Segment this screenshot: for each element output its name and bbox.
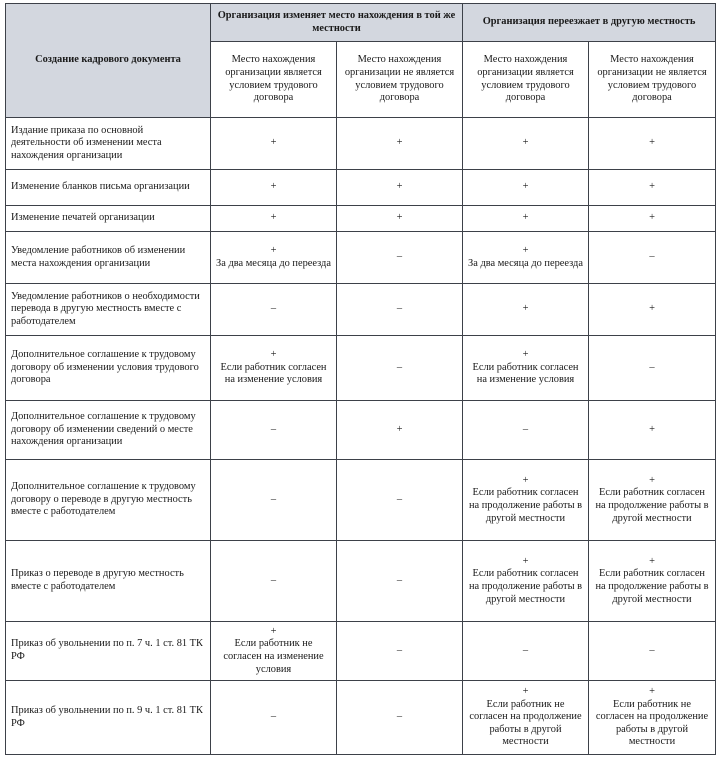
table-row bbox=[6, 206, 716, 232]
cell-mark: + bbox=[522, 181, 529, 193]
table-cell bbox=[337, 170, 463, 206]
table-cell bbox=[211, 401, 337, 460]
cell-mark: + bbox=[522, 137, 529, 149]
cell-note: Если работник не согласен на продолжение работы в другой местности bbox=[595, 698, 709, 748]
table-cell bbox=[463, 284, 589, 336]
cell-note: Если работник согласен на продолжение работы в другой местности bbox=[595, 568, 709, 605]
cell-mark: – bbox=[522, 644, 529, 656]
table-cell bbox=[337, 401, 463, 460]
cell-note: Если работник согласен на продолжение работы в другой местности bbox=[468, 487, 583, 524]
cell-mark: – bbox=[270, 711, 277, 723]
corner-header: Создание кадрового документа bbox=[6, 4, 211, 118]
table-cell bbox=[211, 170, 337, 206]
cell-mark: + bbox=[270, 181, 277, 193]
table-cell bbox=[589, 541, 716, 622]
group-header-same-locality: Организация изменяет место нахождения в той же местности bbox=[211, 4, 463, 42]
table-row bbox=[6, 170, 716, 206]
table-row bbox=[6, 541, 716, 622]
table-cell bbox=[211, 622, 337, 681]
table-cell bbox=[589, 401, 716, 460]
table-cell bbox=[589, 118, 716, 170]
table-row bbox=[6, 460, 716, 541]
table-cell bbox=[337, 622, 463, 681]
cell-mark: – bbox=[649, 251, 655, 263]
cell-mark: + bbox=[522, 686, 529, 698]
cell-mark: – bbox=[270, 303, 277, 315]
cell-mark: + bbox=[270, 625, 277, 637]
row-label: Изменение печатей организации bbox=[6, 206, 211, 232]
cell-mark: + bbox=[522, 474, 529, 486]
row-label: Приказ об увольнении по п. 9 ч. 1 ст. 81 ТК РФ bbox=[6, 681, 211, 755]
table-cell bbox=[463, 681, 589, 755]
cell-mark: + bbox=[649, 423, 655, 435]
cell-mark: – bbox=[396, 711, 403, 723]
cell-mark: + bbox=[649, 137, 655, 149]
row-label: Дополнительное соглашение к трудовому договору об изменении условия трудового договора bbox=[6, 336, 211, 401]
table-cell bbox=[211, 118, 337, 170]
table-cell bbox=[337, 206, 463, 232]
table-cell bbox=[463, 460, 589, 541]
group-header-other-locality: Организация переезжает в другую местность bbox=[463, 4, 716, 42]
cell-mark: – bbox=[270, 423, 277, 435]
table-cell bbox=[589, 460, 716, 541]
table-row bbox=[6, 284, 716, 336]
cell-mark: – bbox=[270, 574, 277, 586]
cell-note: Если работник не согласен на продолжение работы в другой местности bbox=[469, 698, 582, 748]
table-row bbox=[6, 401, 716, 460]
cell-mark: + bbox=[270, 349, 277, 361]
table-cell bbox=[589, 170, 716, 206]
cell-mark: + bbox=[396, 181, 403, 193]
table-cell bbox=[337, 232, 463, 284]
table-cell bbox=[589, 681, 716, 755]
cell-mark: + bbox=[522, 303, 529, 315]
cell-mark: + bbox=[649, 181, 655, 193]
row-label: Уведомление работников об изменении места нахождения организации bbox=[6, 232, 211, 284]
row-label: Изменение бланков письма организации bbox=[6, 170, 211, 206]
table-cell bbox=[463, 118, 589, 170]
cell-mark: + bbox=[649, 212, 655, 224]
table-cell bbox=[463, 206, 589, 232]
cell-mark: – bbox=[396, 574, 403, 586]
table-cell bbox=[463, 541, 589, 622]
cell-mark: – bbox=[649, 361, 655, 373]
cell-mark: + bbox=[649, 555, 655, 567]
cell-mark: + bbox=[396, 212, 403, 224]
cell-note: Если работник согласен на продолжение работы в другой местности bbox=[595, 487, 709, 524]
cell-mark: – bbox=[522, 423, 529, 435]
table-cell bbox=[211, 206, 337, 232]
cell-mark: + bbox=[522, 212, 529, 224]
cell-mark: – bbox=[396, 493, 403, 505]
table-cell bbox=[211, 336, 337, 401]
table-row bbox=[6, 118, 716, 170]
cell-mark: + bbox=[649, 303, 655, 315]
cell-mark: – bbox=[649, 644, 655, 656]
cell-note: Если работник не согласен на изменение условия bbox=[223, 638, 324, 675]
row-label: Дополнительное соглашение к трудовому договору об изменении сведений о месте нахождения организации bbox=[6, 401, 211, 460]
table-cell bbox=[211, 284, 337, 336]
table-cell bbox=[463, 336, 589, 401]
table-cell bbox=[211, 460, 337, 541]
cell-mark: + bbox=[270, 212, 277, 224]
cell-mark: + bbox=[270, 137, 277, 149]
cell-mark: – bbox=[396, 361, 403, 373]
table-cell bbox=[337, 118, 463, 170]
cell-mark: – bbox=[396, 644, 403, 656]
table-cell bbox=[211, 232, 337, 284]
table-cell bbox=[337, 681, 463, 755]
table-cell bbox=[589, 336, 716, 401]
row-label: Уведомление работников о необходимости перевода в другую местность вместе с работодателем bbox=[6, 284, 211, 336]
table-cell bbox=[589, 622, 716, 681]
table-row bbox=[6, 622, 716, 681]
cell-mark: – bbox=[396, 303, 403, 315]
cell-mark: + bbox=[396, 137, 403, 149]
cell-mark: + bbox=[522, 244, 529, 256]
row-label: Приказ о переводе в другую местность вместе с работодателем bbox=[6, 541, 211, 622]
cell-note: Если работник согласен на изменение условия bbox=[220, 361, 327, 386]
row-label: Приказ об увольнении по п. 7 ч. 1 ст. 81 ТК РФ bbox=[6, 622, 211, 681]
cell-mark: + bbox=[522, 555, 529, 567]
cell-mark: + bbox=[522, 349, 529, 361]
cell-mark: – bbox=[270, 493, 277, 505]
table-cell bbox=[589, 284, 716, 336]
subheader-other-condition: Место нахождения организации является условием трудового договора bbox=[463, 42, 589, 118]
cell-note: За два месяца до переезда bbox=[216, 257, 331, 269]
cell-mark: + bbox=[270, 244, 277, 256]
table-cell bbox=[337, 541, 463, 622]
table-cell bbox=[211, 541, 337, 622]
row-label: Дополнительное соглашение к трудовому договору о переводе в другую местность вместе с работодателем bbox=[6, 460, 211, 541]
subheader-other-no-condition: Место нахождения организации не является условием трудового договора bbox=[589, 42, 716, 118]
subheader-same-condition: Место нахождения организации является условием трудового договора bbox=[211, 42, 337, 118]
cell-note: За два месяца до переезда bbox=[468, 257, 583, 269]
personnel-documents-table bbox=[5, 3, 716, 755]
cell-note: Если работник согласен на изменение условия bbox=[472, 361, 579, 386]
table-cell bbox=[337, 460, 463, 541]
table-cell bbox=[589, 206, 716, 232]
table-cell bbox=[589, 232, 716, 284]
table-cell bbox=[463, 622, 589, 681]
table-cell bbox=[463, 232, 589, 284]
header-group-row bbox=[6, 4, 716, 42]
subheader-same-no-condition: Место нахождения организации не является условием трудового договора bbox=[337, 42, 463, 118]
table-cell bbox=[337, 284, 463, 336]
table-body bbox=[6, 118, 716, 755]
table-row bbox=[6, 232, 716, 284]
table-cell bbox=[463, 170, 589, 206]
table-row bbox=[6, 681, 716, 755]
cell-mark: + bbox=[649, 474, 655, 486]
table-cell bbox=[337, 336, 463, 401]
cell-mark: + bbox=[649, 686, 655, 698]
table-row bbox=[6, 336, 716, 401]
cell-mark: + bbox=[396, 423, 403, 435]
row-label: Издание приказа по основной деятельности об изменении места нахождения организации bbox=[6, 118, 211, 170]
cell-mark: – bbox=[396, 251, 403, 263]
cell-note: Если работник согласен на продолжение работы в другой местности bbox=[468, 568, 583, 605]
table-cell bbox=[463, 401, 589, 460]
table-cell bbox=[211, 681, 337, 755]
